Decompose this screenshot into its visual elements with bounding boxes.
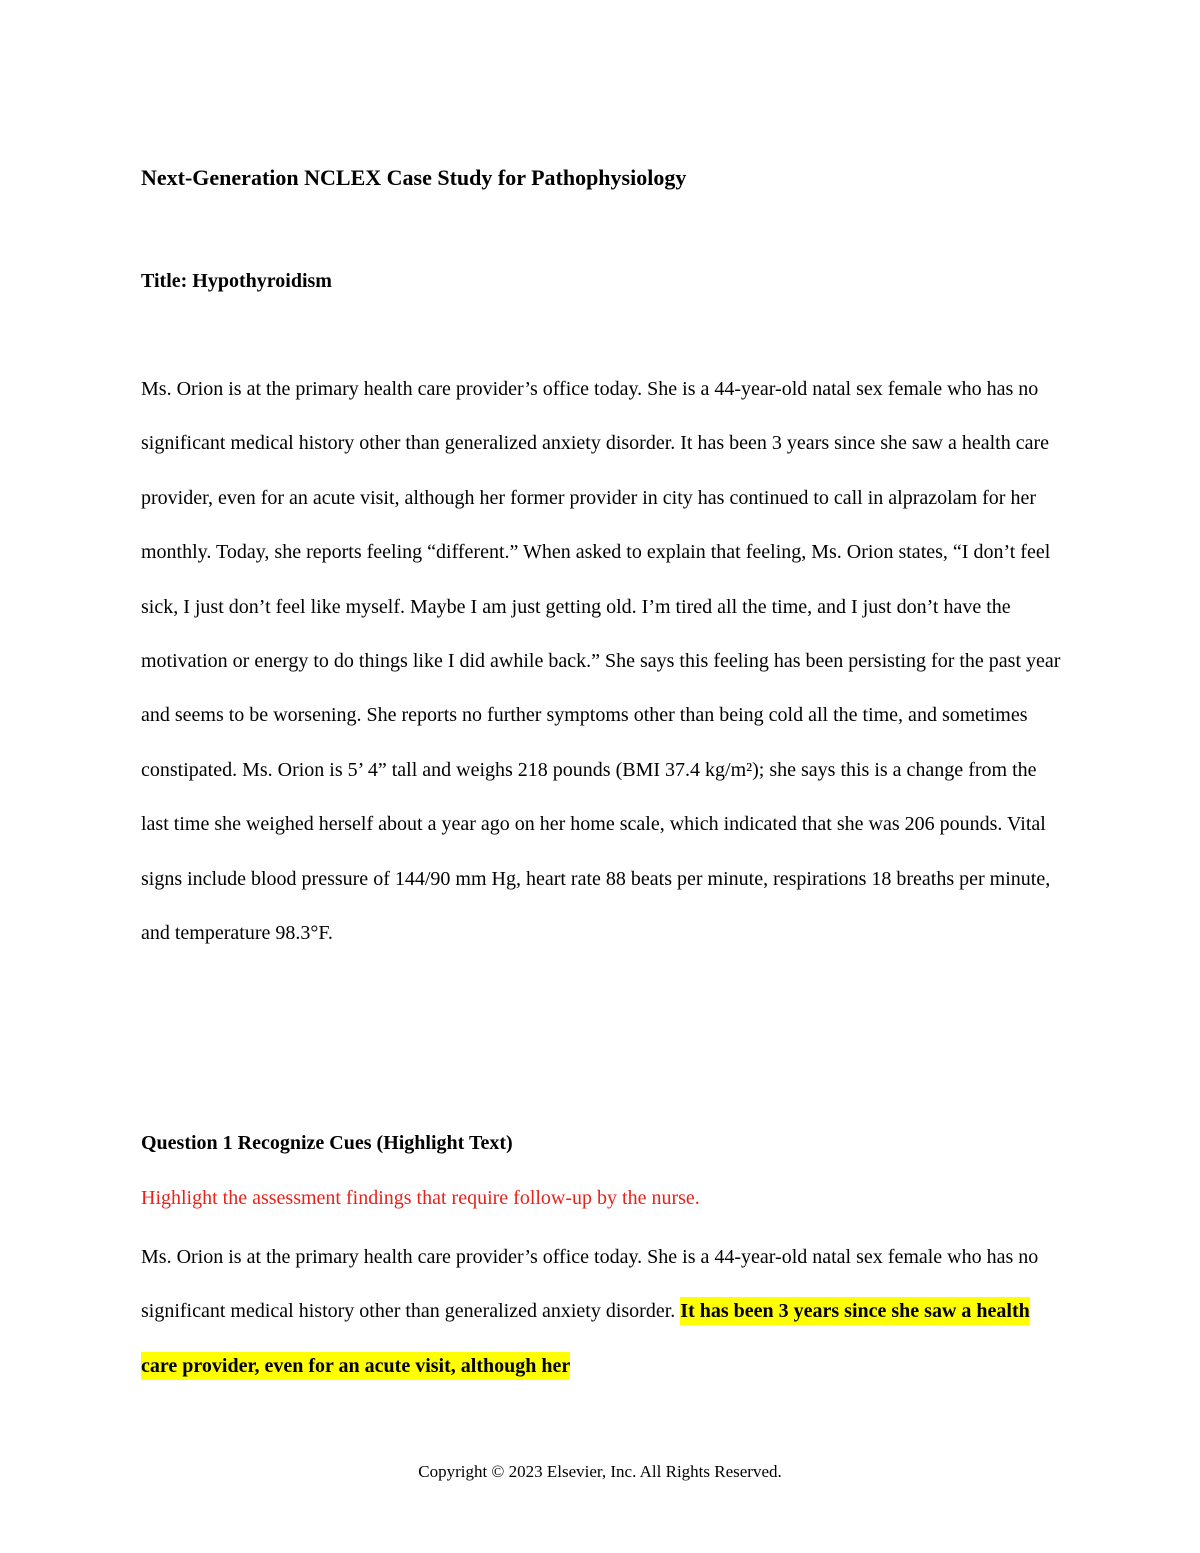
question-1-heading: Question 1 Recognize Cues (Highlight Text) bbox=[141, 1132, 513, 1154]
highlighted-finding[interactable]: It has been 3 years since she saw a health care provider, even for an acute visit, although her bbox=[141, 1297, 1030, 1379]
case-description: Ms. Orion is at the primary health care provider’s office today. She is a 44-year-old natal sex female who has no significant medical history other than generalized anxiety disorder. It has been 3 years since she saw a health care provider, even for an acute visit, although her former provider in city has continued to call in alprazolam for her monthly. Today, she reports feeling “different.” When asked to explain that feeling, Ms. Orion states, “I don’t feel sick, I just don’t feel like myself. Maybe I am just getting old. I’m tired all the time, and I just don’t have the motivation or energy to do things like I did awhile back.” She says this feeling has been persisting for the past year and seems to be worsening. She reports no further symptoms other than being cold all the time, and sometimes constipated. Ms. Orion is 5’ 4” tall and weighs 218 pounds (BMI 37.4 kg/m²); she says this is a change from the last time she weighed herself about a year ago on her home scale, which indicated that she was 206 pounds. Vital signs include blood pressure of 144/90 mm Hg, heart rate 88 beats per minute, respirations 18 breaths per minute, and temperature 98.3°F. bbox=[141, 378, 1061, 945]
question-1-passage bbox=[141, 1230, 1061, 1393]
passage-plain-text: Ms. Orion is at the primary health care provider’s office today. She is a 44-year-old natal sex female who has no significant medical history other than generalized anxiety disorder. bbox=[141, 1246, 1039, 1323]
document-title: Next-Generation NCLEX Case Study for Pathophysiology bbox=[141, 165, 687, 190]
question-1-instruction: Highlight the assessment findings that require follow-up by the nurse. bbox=[141, 1187, 700, 1209]
copyright-footer: Copyright © 2023 Elsevier, Inc. All Rights Reserved. bbox=[418, 1462, 782, 1481]
case-title: Title: Hypothyroidism bbox=[141, 270, 332, 292]
